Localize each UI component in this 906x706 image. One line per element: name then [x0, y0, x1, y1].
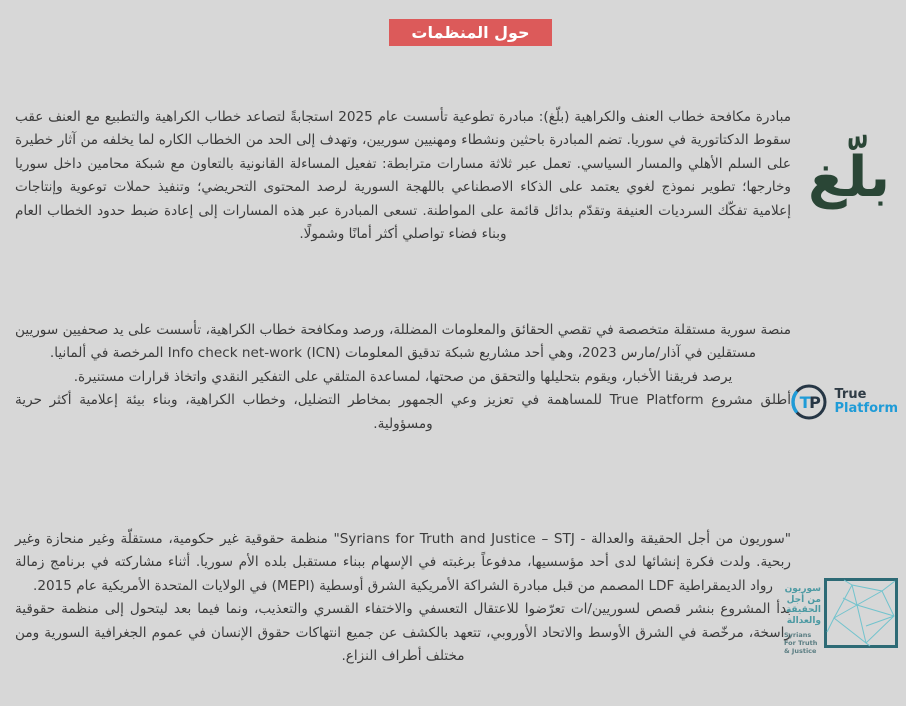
stj-english-line: & Justice: [784, 647, 817, 655]
true-platform-wordmark: [834, 388, 898, 416]
ballagh-wordmark: بلّغ: [807, 145, 891, 210]
tp-letter-t: T: [799, 392, 810, 412]
true-platform-circle-icon: [790, 383, 828, 421]
stj-english-name: [784, 631, 821, 655]
page-title-text: حول المنظمات: [411, 23, 530, 42]
paragraph: أطلق مشروع True Platform للمساهمة في تعزيز وعي الجمهور بمخاطر التضليل، وخطاب الكراهية، وبناء بيئة إعلامية أكثر حرية ومسؤولية.: [15, 392, 791, 432]
stj-logo: [784, 578, 898, 655]
page-title: [389, 19, 552, 46]
paragraph: يرصد فريقنا الأخبار، ويقوم بتحليلها والتحقق من صحتها، لمساعدة المتلقي على التفكير النقدي واتخاذ قرارات مستنيرة.: [73, 368, 733, 385]
section-stj-text: [15, 528, 791, 668]
stj-english-line: Syrians: [784, 631, 812, 639]
stj-english-line: For Truth: [784, 639, 818, 647]
section-ballagh-text: [15, 106, 791, 246]
paragraph: بدأ المشروع بنشر قصص لسوريين/ات تعرّضوا للاعتقال التعسفي والاختفاء القسري والتعذيب، ونما فيما بعد ليتحول إلى منظمة حقوقية راسخة، مرخّصة في الشرق الأوسط والاتحاد الأوروبي، تتعهد بالكشف عن جميع انتهاكات حقوق الإنسان في عموم الجغرافية السورية ومن مختلف أطراف النزاع.: [15, 601, 791, 665]
tp-letter-p: P: [809, 392, 820, 412]
tp-name-platform: Platform: [834, 401, 898, 416]
ballagh-logo: [798, 122, 900, 234]
tp-name-true: True: [834, 387, 867, 402]
paragraph: "سوريون من أجل الحقيقة والعدالة - Syrians for Truth and Justice – STJ" منظمة حقوقية غير حكومية، مستقلّة وغير منحازة وغير ربحية. ولدت فكرة إنشائها لدى أحد مؤسسيها، مدفوعاً برغبته في الإسهام ببناء مستقبل بلده الأم سوريا. أثناء مشاركته في برنامج زمالة رواد الديمقراطية LDF المصمم من قبل مبادرة الشراكة الأمريكية الشرق أوسطية (MEPI) في الولايات المتحدة الأمريكية عام 2015.: [15, 531, 791, 594]
stj-crystal-icon: [824, 578, 898, 648]
paragraph: مبادرة مكافحة خطاب العنف والكراهية (بلّغ): مبادرة تطوعية تأسست عام 2025 استجابةً لتصاعد خطاب الكراهية والتطبيع مع العنف عقب سقوط الدكتاتورية في سوريا. تضم المبادرة باحثين ونشطاء ومهنيين سوريين، وتهدف إلى الحد من الخطاب الكاره لما يخلفه من آثار خطيرة على السلم الأهلي والمسار السياسي. تعمل عبر ثلاثة مسارات مترابطة: تفعيل المساءلة القانونية بالتعاون مع شبكة محامين داخل سوريا وخارجها؛ تطوير نموذج لغوي يعتمد على الذكاء الاصطناعي باللهجة السورية لرصد المحتوى التحريضي؛ وتنفيذ حملات توعوية وإنتاجات إعلامية تفكّك السرديات العنيفة وتقدّم بدائل قائمة على المواطنة. تسعى المبادرة عبر هذه المسارات إلى إعادة ضبط حدود الخطاب العام وبناء فضاء تواصلي أكثر أمانًا وشمولًا.: [15, 109, 791, 243]
stj-arabic-line: والعدالة: [786, 615, 821, 626]
stj-wordmark: [784, 578, 821, 655]
paragraph: منصة سورية مستقلة متخصصة في تقصي الحقائق والمعلومات المضللة، ورصد ومكافحة خطاب الكراهية، تأسست على يد صحفيين سوريين مستقلين في آذار/مارس 2023، وهي أحد مشاريع شبكة تدقيق المعلومات Info check net-work (ICN) المرخصة في ألمانيا.: [15, 322, 791, 362]
true-platform-logo: [790, 383, 898, 421]
stj-arabic-name: [784, 584, 821, 626]
section-true-platform-text: [15, 319, 791, 436]
stj-arabic-line: من أجل: [786, 594, 821, 605]
stj-arabic-line: سوريون: [784, 584, 821, 594]
stj-arabic-line: الحقيقة: [785, 605, 821, 615]
tp-monogram: [790, 383, 828, 421]
